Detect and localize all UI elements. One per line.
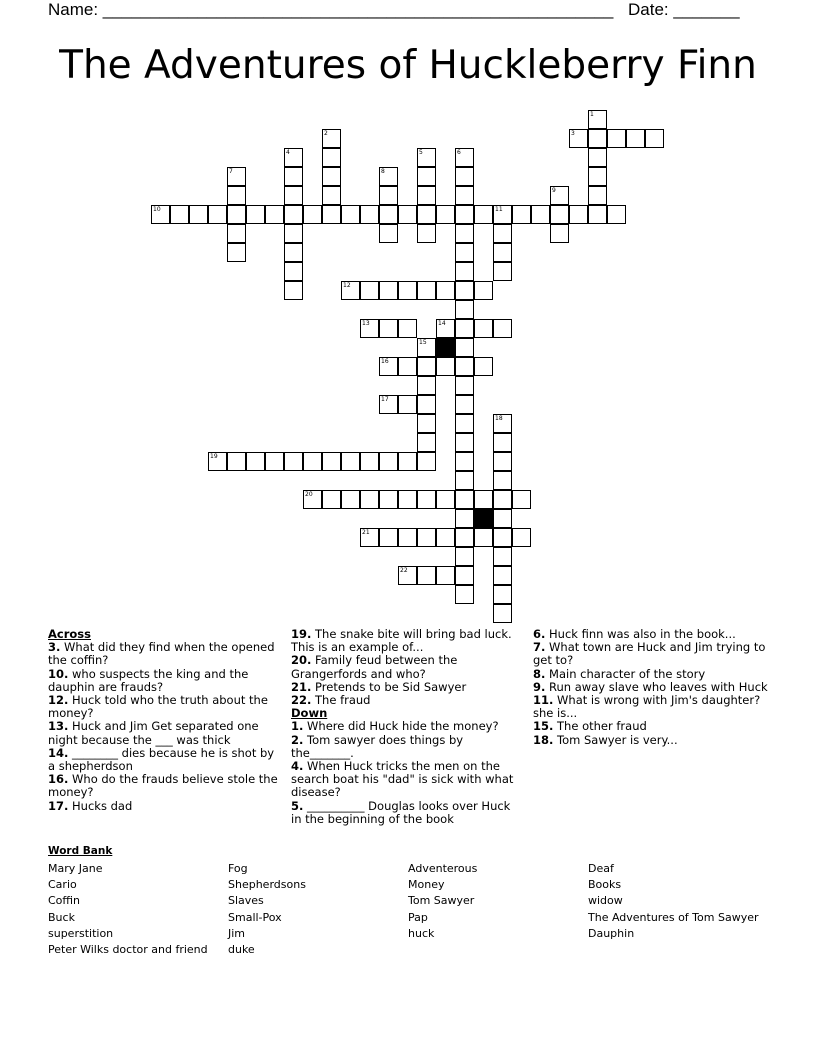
word-bank-item: superstition bbox=[48, 926, 114, 940]
clue-number: 4 bbox=[286, 149, 290, 156]
grid-cell[interactable] bbox=[341, 452, 360, 471]
clue-number: 15 bbox=[419, 339, 427, 346]
grid-cell[interactable] bbox=[265, 452, 284, 471]
grid-cell[interactable] bbox=[512, 490, 531, 509]
clue-number: 2 bbox=[324, 130, 328, 137]
grid-cell[interactable] bbox=[227, 205, 246, 224]
clue-text: who suspects the king and the dauphin are frauds? bbox=[48, 666, 249, 694]
grid-cell[interactable] bbox=[569, 129, 588, 148]
word-bank-item: Money bbox=[408, 878, 445, 892]
grid-cell[interactable] bbox=[455, 281, 474, 300]
down-heading: Down bbox=[291, 706, 328, 721]
grid-cell[interactable] bbox=[493, 414, 512, 433]
grid-cell[interactable] bbox=[379, 281, 398, 300]
grid-cell[interactable] bbox=[398, 281, 417, 300]
grid-cell[interactable] bbox=[455, 376, 474, 395]
grid-cell[interactable] bbox=[436, 490, 455, 509]
grid-cell[interactable] bbox=[151, 205, 170, 224]
grid-cell[interactable] bbox=[322, 186, 341, 205]
grid-cell[interactable] bbox=[474, 357, 493, 376]
grid-cell[interactable] bbox=[360, 205, 379, 224]
grid-cell[interactable] bbox=[455, 395, 474, 414]
clue-text: ________ dies because he is shot by a shepherdson bbox=[48, 745, 275, 774]
grid-cell[interactable] bbox=[360, 281, 379, 300]
grid-cell[interactable] bbox=[417, 395, 436, 414]
grid-cell[interactable] bbox=[341, 281, 360, 300]
grid-cell[interactable] bbox=[398, 452, 417, 471]
grid-cell[interactable] bbox=[341, 490, 360, 509]
word-bank-item: Coffin bbox=[48, 894, 81, 908]
clue-item bbox=[48, 668, 280, 694]
grid-cell[interactable] bbox=[436, 566, 455, 585]
clue-number: 7. bbox=[533, 640, 546, 655]
grid-cell[interactable] bbox=[322, 129, 341, 148]
grid-cell[interactable] bbox=[626, 129, 645, 148]
grid-cell[interactable] bbox=[284, 243, 303, 262]
word-bank-item: Cario bbox=[48, 878, 77, 892]
grid-cell[interactable] bbox=[493, 585, 512, 604]
grid-cell[interactable] bbox=[417, 566, 436, 585]
grid-cell[interactable] bbox=[512, 528, 531, 547]
grid-cell[interactable] bbox=[360, 319, 379, 338]
grid-cell[interactable] bbox=[227, 243, 246, 262]
page-title: The Adventures of Huckleberry Finn bbox=[59, 43, 757, 88]
grid-cell[interactable] bbox=[303, 490, 322, 509]
clues-column-1 bbox=[48, 628, 280, 813]
clue-item bbox=[48, 694, 280, 720]
word-bank-columns bbox=[48, 861, 788, 958]
clue-number: 1 bbox=[590, 111, 594, 118]
grid-cell[interactable] bbox=[322, 490, 341, 509]
word-bank-item: huck bbox=[408, 926, 435, 940]
grid-cell[interactable] bbox=[398, 566, 417, 585]
word-bank-item: Shepherdsons bbox=[228, 878, 306, 892]
grid-cell[interactable] bbox=[550, 205, 569, 224]
grid-cell[interactable] bbox=[455, 357, 474, 376]
grid-cell[interactable] bbox=[455, 585, 474, 604]
clue-text: Tom sawyer does things by the_______. bbox=[291, 732, 464, 760]
grid-cell[interactable] bbox=[436, 528, 455, 547]
grid-cell[interactable] bbox=[493, 490, 512, 509]
grid-cell[interactable] bbox=[284, 452, 303, 471]
grid-cell[interactable] bbox=[379, 490, 398, 509]
clue-number: 13. bbox=[48, 719, 69, 734]
across-heading: Across bbox=[48, 627, 91, 641]
grid-cell[interactable] bbox=[531, 205, 550, 224]
grid-cell[interactable] bbox=[379, 452, 398, 471]
grid-cell[interactable] bbox=[455, 338, 474, 357]
clues-column-3 bbox=[533, 628, 773, 747]
grid-cell[interactable] bbox=[265, 205, 284, 224]
grid-cell[interactable] bbox=[379, 395, 398, 414]
grid-cell[interactable] bbox=[493, 452, 512, 471]
grid-cell[interactable] bbox=[227, 186, 246, 205]
clue-item bbox=[291, 800, 523, 826]
word-bank-column bbox=[228, 861, 408, 958]
grid-cell[interactable] bbox=[493, 528, 512, 547]
grid-cell[interactable] bbox=[588, 148, 607, 167]
grid-cell[interactable] bbox=[417, 376, 436, 395]
clue-item bbox=[48, 800, 280, 813]
clue-number: 11. bbox=[533, 693, 554, 708]
grid-cell[interactable] bbox=[455, 414, 474, 433]
grid-cell[interactable] bbox=[455, 452, 474, 471]
grid-cell[interactable] bbox=[512, 205, 531, 224]
grid-block-cell bbox=[474, 509, 493, 528]
grid-cell[interactable] bbox=[417, 357, 436, 376]
grid-cell[interactable] bbox=[417, 528, 436, 547]
word-bank-item: Dauphin bbox=[588, 926, 635, 940]
clue-text: What is wrong with Jim's daughter? she is... bbox=[533, 693, 761, 721]
word-bank-item: duke bbox=[228, 943, 255, 957]
grid-cell[interactable] bbox=[417, 281, 436, 300]
grid-cell[interactable] bbox=[588, 167, 607, 186]
grid-cell[interactable] bbox=[417, 186, 436, 205]
grid-cell[interactable] bbox=[455, 186, 474, 205]
grid-cell[interactable] bbox=[455, 566, 474, 585]
grid-cell[interactable] bbox=[246, 452, 265, 471]
grid-cell[interactable] bbox=[436, 205, 455, 224]
clue-number: 9 bbox=[552, 187, 556, 194]
grid-cell[interactable] bbox=[455, 262, 474, 281]
grid-cell[interactable] bbox=[379, 186, 398, 205]
word-bank-heading: Word Bank bbox=[48, 845, 113, 857]
grid-cell[interactable] bbox=[569, 205, 588, 224]
grid-cell[interactable] bbox=[417, 338, 436, 357]
grid-cell[interactable] bbox=[474, 490, 493, 509]
grid-cell[interactable] bbox=[493, 566, 512, 585]
grid-cell[interactable] bbox=[417, 433, 436, 452]
clue-text: Huck finn was also in the book... bbox=[545, 627, 736, 641]
clue-number: 6 bbox=[457, 149, 461, 156]
grid-cell[interactable] bbox=[379, 357, 398, 376]
clue-number: 16 bbox=[381, 358, 389, 365]
grid-cell[interactable] bbox=[455, 528, 474, 547]
grid-cell[interactable] bbox=[455, 224, 474, 243]
grid-cell[interactable] bbox=[474, 528, 493, 547]
grid-cell[interactable] bbox=[436, 281, 455, 300]
clue-number: 15. bbox=[533, 719, 554, 734]
word-bank-item: Tom Sawyer bbox=[408, 894, 475, 908]
clue-number: 10 bbox=[153, 206, 161, 213]
grid-cell[interactable] bbox=[474, 319, 493, 338]
grid-cell[interactable] bbox=[284, 167, 303, 186]
grid-cell[interactable] bbox=[417, 452, 436, 471]
clue-number: 7 bbox=[229, 168, 233, 175]
grid-cell[interactable] bbox=[588, 186, 607, 205]
grid-cell[interactable] bbox=[417, 414, 436, 433]
clue-text: Tom Sawyer is very... bbox=[553, 732, 678, 747]
clue-text: __________ Douglas looks over Huck in the beginning of the book bbox=[291, 798, 511, 826]
clue-number: 19 bbox=[210, 453, 218, 460]
grid-cell[interactable] bbox=[607, 129, 626, 148]
grid-cell[interactable] bbox=[493, 319, 512, 338]
clue-number: 11 bbox=[495, 206, 503, 213]
grid-cell[interactable] bbox=[493, 262, 512, 281]
grid-cell[interactable] bbox=[170, 205, 189, 224]
grid-cell[interactable] bbox=[379, 319, 398, 338]
clue-number: 14 bbox=[438, 320, 446, 327]
grid-cell[interactable] bbox=[493, 604, 512, 623]
word-bank-item: The Adventures of Tom Sawyer bbox=[588, 910, 759, 924]
clue-text: When Huck tricks the men on the search boat his "dad" is sick with what disease? bbox=[291, 759, 514, 800]
clue-number: 21. bbox=[291, 679, 312, 694]
grid-cell[interactable] bbox=[493, 471, 512, 490]
grid-block-cell bbox=[436, 338, 455, 357]
clue-number: 4. bbox=[291, 759, 304, 774]
clue-text: Huck and Jim Get separated one night because the ___ was thick bbox=[48, 719, 259, 747]
clue-number: 3 bbox=[571, 130, 575, 137]
grid-cell[interactable] bbox=[493, 433, 512, 452]
word-bank-item: Peter Wilks doctor and friend bbox=[48, 943, 208, 957]
grid-cell[interactable] bbox=[284, 224, 303, 243]
clue-number: 8 bbox=[381, 168, 385, 175]
word-bank-item: Jim bbox=[228, 926, 246, 940]
word-bank-item: Adventerous bbox=[408, 862, 478, 875]
clue-number: 18. bbox=[533, 732, 554, 747]
grid-cell[interactable] bbox=[645, 129, 664, 148]
grid-cell[interactable] bbox=[208, 452, 227, 471]
grid-cell[interactable] bbox=[398, 357, 417, 376]
clue-text: Family feud between the Grangerfords and who? bbox=[291, 653, 458, 681]
grid-cell[interactable] bbox=[455, 490, 474, 509]
word-bank-item: widow bbox=[588, 894, 623, 908]
clue-item bbox=[533, 641, 773, 667]
clue-number: 20 bbox=[305, 491, 313, 498]
clue-text: Run away slave who leaves with Huck bbox=[545, 679, 768, 694]
grid-cell[interactable] bbox=[398, 528, 417, 547]
grid-cell[interactable] bbox=[550, 186, 569, 205]
grid-cell[interactable] bbox=[398, 205, 417, 224]
grid-cell[interactable] bbox=[417, 167, 436, 186]
clue-number: 19. bbox=[291, 627, 312, 641]
word-bank-item: Small-Pox bbox=[228, 910, 282, 924]
clue-text: Hucks dad bbox=[68, 798, 133, 813]
grid-cell[interactable] bbox=[189, 205, 208, 224]
grid-cell[interactable] bbox=[379, 528, 398, 547]
clue-text: The other fraud bbox=[553, 719, 647, 734]
grid-cell[interactable] bbox=[455, 205, 474, 224]
grid-cell[interactable] bbox=[360, 490, 379, 509]
grid-cell[interactable] bbox=[360, 528, 379, 547]
grid-cell[interactable] bbox=[284, 281, 303, 300]
grid-cell[interactable] bbox=[417, 148, 436, 167]
clue-number: 17 bbox=[381, 396, 389, 403]
grid-cell[interactable] bbox=[588, 129, 607, 148]
clue-item bbox=[291, 628, 523, 654]
name-field: Name: ______________________________________________________ bbox=[48, 0, 614, 19]
clue-number: 16. bbox=[48, 772, 69, 787]
grid-cell[interactable] bbox=[417, 224, 436, 243]
clues-column-2 bbox=[291, 628, 523, 826]
grid-cell[interactable] bbox=[417, 490, 436, 509]
grid-cell[interactable] bbox=[493, 243, 512, 262]
word-bank-column bbox=[408, 861, 588, 958]
clue-text: Huck told who the truth about the money? bbox=[48, 693, 268, 721]
grid-cell[interactable] bbox=[436, 319, 455, 338]
clue-number: 3. bbox=[48, 640, 61, 655]
clue-item bbox=[533, 734, 773, 747]
clue-number: 5 bbox=[419, 149, 423, 156]
grid-cell[interactable] bbox=[227, 224, 246, 243]
clue-text: The snake bite will bring bad luck. This is an example of... bbox=[291, 627, 512, 655]
grid-cell[interactable] bbox=[455, 547, 474, 566]
clue-item bbox=[533, 694, 773, 720]
grid-cell[interactable] bbox=[360, 452, 379, 471]
clue-item bbox=[48, 720, 280, 746]
clue-number: 13 bbox=[362, 320, 370, 327]
grid-cell[interactable] bbox=[455, 243, 474, 262]
clue-item bbox=[48, 641, 280, 667]
grid-cell[interactable] bbox=[398, 490, 417, 509]
grid-cell[interactable] bbox=[379, 167, 398, 186]
date-field: Date: _______ bbox=[628, 0, 740, 19]
grid-cell[interactable] bbox=[455, 148, 474, 167]
grid-cell[interactable] bbox=[322, 167, 341, 186]
clue-item bbox=[48, 773, 280, 799]
grid-cell[interactable] bbox=[246, 205, 265, 224]
grid-cell[interactable] bbox=[284, 186, 303, 205]
grid-cell[interactable] bbox=[417, 205, 436, 224]
grid-cell[interactable] bbox=[455, 433, 474, 452]
grid-cell[interactable] bbox=[550, 224, 569, 243]
grid-cell[interactable] bbox=[284, 205, 303, 224]
clue-number: 9. bbox=[533, 679, 546, 694]
clue-item bbox=[291, 760, 523, 800]
word-bank-column bbox=[48, 861, 228, 958]
grid-cell[interactable] bbox=[455, 319, 474, 338]
word-bank bbox=[48, 845, 788, 958]
grid-cell[interactable] bbox=[607, 205, 626, 224]
clue-number: 22 bbox=[400, 567, 408, 574]
grid-cell[interactable] bbox=[474, 281, 493, 300]
grid-cell[interactable] bbox=[322, 148, 341, 167]
grid-cell[interactable] bbox=[493, 205, 512, 224]
grid-cell[interactable] bbox=[588, 110, 607, 129]
word-bank-item: Books bbox=[588, 878, 622, 892]
grid-cell[interactable] bbox=[455, 300, 474, 319]
grid-cell[interactable] bbox=[227, 167, 246, 186]
clue-number: 14. bbox=[48, 745, 69, 760]
clue-text: Where did Huck hide the money? bbox=[303, 719, 499, 734]
grid-cell[interactable] bbox=[588, 205, 607, 224]
grid-cell[interactable] bbox=[284, 262, 303, 281]
clue-number: 21 bbox=[362, 529, 370, 536]
grid-cell[interactable] bbox=[208, 205, 227, 224]
grid-cell[interactable] bbox=[303, 205, 322, 224]
word-bank-item: Buck bbox=[48, 910, 75, 924]
grid-cell[interactable] bbox=[455, 471, 474, 490]
clue-item bbox=[291, 654, 523, 680]
clue-text: Pretends to be Sid Sawyer bbox=[311, 679, 467, 694]
grid-cell[interactable] bbox=[379, 224, 398, 243]
word-bank-item: Mary Jane bbox=[48, 862, 103, 875]
grid-cell[interactable] bbox=[493, 509, 512, 528]
clue-number: 10. bbox=[48, 666, 69, 681]
grid-cell[interactable] bbox=[493, 224, 512, 243]
clue-number: 20. bbox=[291, 653, 312, 668]
word-bank-column bbox=[588, 861, 768, 958]
clue-text: The fraud bbox=[311, 693, 371, 708]
grid-cell[interactable] bbox=[493, 547, 512, 566]
clue-number: 6. bbox=[533, 627, 546, 641]
grid-cell[interactable] bbox=[474, 205, 493, 224]
grid-cell[interactable] bbox=[322, 205, 341, 224]
grid-cell[interactable] bbox=[379, 205, 398, 224]
grid-cell[interactable] bbox=[436, 357, 455, 376]
clue-item bbox=[48, 747, 280, 773]
word-bank-item: Pap bbox=[408, 910, 428, 924]
grid-cell[interactable] bbox=[322, 452, 341, 471]
grid-cell[interactable] bbox=[455, 167, 474, 186]
clue-number: 1. bbox=[291, 719, 304, 734]
clue-number: 2. bbox=[291, 732, 304, 747]
clue-number: 17. bbox=[48, 798, 69, 813]
clue-text: What did they find when the opened the coffin? bbox=[48, 640, 275, 668]
word-bank-item: Fog bbox=[228, 862, 248, 875]
clue-text: Main character of the story bbox=[545, 666, 706, 681]
clue-item bbox=[291, 734, 523, 760]
word-bank-item: Deaf bbox=[588, 862, 614, 875]
clue-number: 8. bbox=[533, 666, 546, 681]
grid-cell[interactable] bbox=[303, 452, 322, 471]
grid-cell[interactable] bbox=[398, 395, 417, 414]
clue-text: What town are Huck and Jim trying to get to? bbox=[533, 640, 766, 668]
clue-number: 22. bbox=[291, 693, 312, 708]
grid-cell[interactable] bbox=[398, 319, 417, 338]
clue-number: 12 bbox=[343, 282, 351, 289]
grid-cell[interactable] bbox=[284, 148, 303, 167]
clue-number: 12. bbox=[48, 693, 69, 708]
clue-number: 18 bbox=[495, 415, 503, 422]
grid-cell[interactable] bbox=[227, 452, 246, 471]
grid-cell[interactable] bbox=[341, 205, 360, 224]
word-bank-item: Slaves bbox=[228, 894, 264, 908]
clue-text: Who do the frauds believe stole the money? bbox=[48, 772, 278, 800]
clue-number: 5. bbox=[291, 798, 304, 813]
grid-cell[interactable] bbox=[455, 509, 474, 528]
